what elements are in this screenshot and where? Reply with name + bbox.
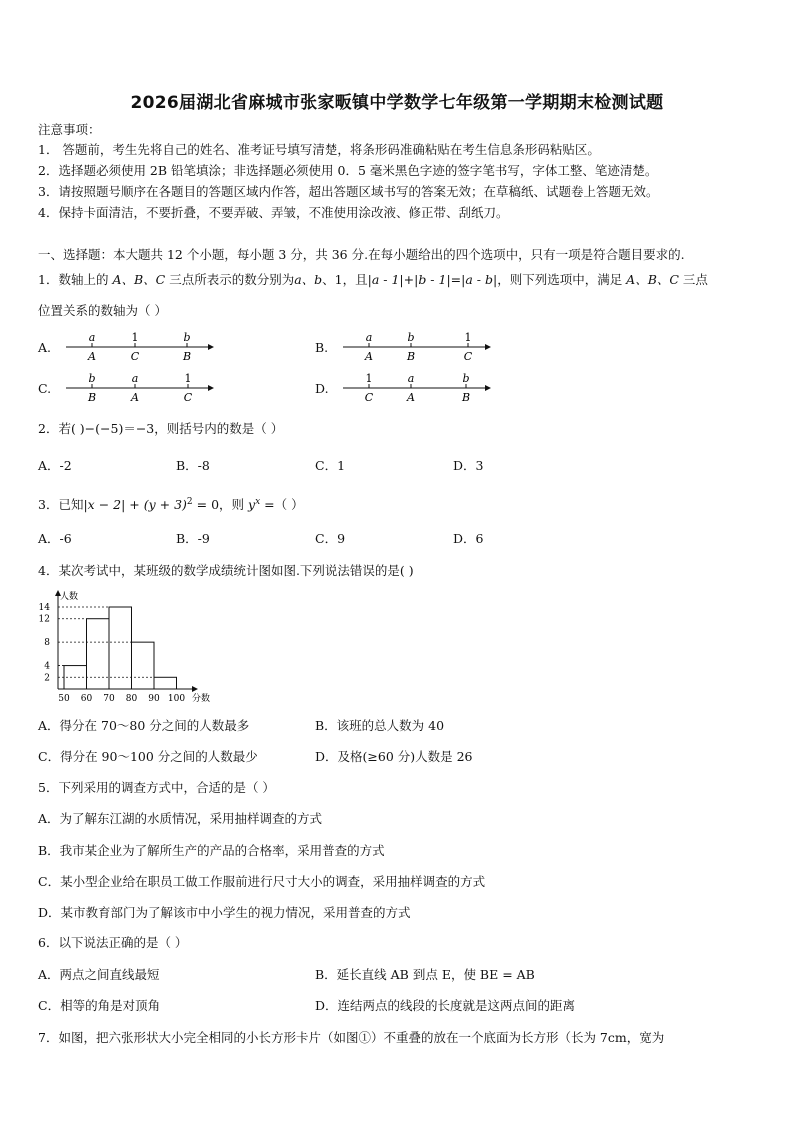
notice-item-3: 3．请按照题号顺序在各题目的答题区域内作答，超出答题区域书写的答案无效；在草稿纸、试题卷上答题无效。 [38, 184, 659, 199]
q1-option-d-label: D. [315, 381, 329, 396]
q2-option-a: A．-2 [38, 458, 72, 473]
q3-option-a: A．-6 [38, 531, 72, 546]
q3-option-b: B．-9 [176, 531, 210, 546]
x-axis-label: 分数 [192, 694, 211, 704]
q1-option-c-label: C. [38, 381, 52, 396]
exam-title: 2026届湖北省麻城市张家畈镇中学数学七年级第一学期期末检测试题 [130, 93, 664, 113]
q1c-label-a: a [131, 372, 139, 385]
y-axis-label: 人数 [60, 592, 79, 602]
notice-item-2: 2．选择题必须使用 2B 铅笔填涂；非选择题必须使用 0．5 毫米黑色字迹的签字笔书写，字体工整、笔迹清楚。 [38, 163, 658, 178]
question-2-stem: 2．若( )−(−5)＝−3，则括号内的数是（ ） [38, 421, 284, 436]
notice-item-1: 1． 答题前，考生先将自己的姓名、准考证号填写清楚，将条形码准确粘贴在考生信息条形码粘贴区。 [38, 142, 600, 157]
histogram-bar-70-80 [109, 607, 132, 689]
q1-option-a-numberline [60, 328, 220, 364]
x-tick-70: 70 [103, 694, 115, 704]
y-tick-2: 2 [44, 673, 50, 684]
q1c-point-c: C [183, 391, 193, 404]
q4-option-b: B．该班的总人数为 40 [315, 718, 445, 733]
question-1-stem-line2: 位置关系的数轴为（ ） [38, 303, 167, 318]
x-tick-90: 90 [148, 694, 160, 704]
q3-option-c: C．9 [315, 531, 346, 546]
q1-option-b-label: B. [315, 340, 329, 355]
q1b-point-a: A [365, 350, 373, 363]
question-4-stem: 4．某次考试中，某班级的数学成绩统计图如图.下列说法错误的是( ) [38, 563, 414, 578]
q1a-label-1: 1 [131, 331, 139, 344]
question-3-stem: 3．已知$|x - 2| + (y + 3)^2 = 0$，则 $y^x$ =（ ） [38, 497, 304, 513]
q4-option-d: D．及格(≥60 分)人数是 26 [315, 749, 473, 764]
q5-option-c: C．某小型企业给在职员工做工作服前进行尺寸大小的调查，采用抽样调查的方式 [38, 874, 486, 889]
q1b-point-c: C [463, 350, 473, 363]
q1c-label-1: 1 [184, 372, 192, 385]
q1c-point-b: B [87, 391, 97, 404]
q1c-point-a: A [131, 391, 139, 404]
q4-option-a: A．得分在 70～80 分之间的人数最多 [38, 718, 250, 733]
q6-option-d: D．连结两点的线段的长度就是这两点间的距离 [315, 998, 576, 1013]
x-tick-60: 60 [80, 694, 93, 704]
x-tick-100: 100 [167, 694, 186, 704]
notice-item-4: 4．保持卡面清洁，不要折叠，不要弄破、弄皱，不准使用涂改液、修正带、刮纸刀。 [38, 205, 509, 220]
histogram-bar-90-100 [154, 677, 177, 689]
y-tick-4: 4 [44, 661, 50, 672]
notice-heading: 注意事项： [38, 122, 101, 137]
q1c-label-b: b [88, 372, 96, 385]
q1d-point-c: C [364, 391, 374, 404]
q1a-point-c: C [130, 350, 140, 363]
q1-option-b-numberline [337, 328, 497, 364]
q6-option-c: C．相等的角是对顶角 [38, 998, 161, 1013]
y-tick-12: 12 [38, 614, 50, 625]
question-7-stem: 7．如图，把六张形状大小完全相同的小长方形卡片（如图①）不重叠的放在一个底面为长方形（长为 7cm，宽为 [38, 1030, 665, 1045]
question-5-stem: 5．下列采用的调查方式中，合适的是（ ） [38, 780, 275, 795]
x-tick-50: 50 [58, 694, 70, 704]
q1d-label-b: b [462, 372, 470, 385]
q2-option-c: C．1 [315, 458, 346, 473]
histogram-bar-80-90 [132, 642, 155, 689]
x-tick-80: 80 [125, 694, 138, 704]
question-6-stem: 6．以下说法正确的是（ ） [38, 935, 188, 950]
q1-option-c-numberline [60, 369, 220, 405]
q5-option-a: A．为了解东江湖的水质情况，采用抽样调查的方式 [38, 811, 323, 826]
q1d-point-b: B [461, 391, 471, 404]
y-tick-14: 14 [38, 603, 50, 613]
question-1-stem: 1．数轴上的 A、B、C 三点所表示的数分别为a、b、1，且|a - 1|+|b - 1|=|a - b|，则下列选项中，满足 A、B、C 三点 [38, 272, 708, 287]
q5-option-b: B．我市某企业为了解所生产的产品的合格率，采用普查的方式 [38, 843, 385, 858]
q1b-label-b: b [407, 331, 415, 344]
q4-option-c: C．得分在 90～100 分之间的人数最少 [38, 749, 258, 764]
q1d-point-a: A [407, 391, 415, 404]
histogram-bar-60-70 [87, 619, 110, 689]
q5-option-d: D．某市教育部门为了解该市中小学生的视力情况，采用普查的方式 [38, 905, 411, 920]
q1a-point-a: A [88, 350, 96, 363]
y-tick-8: 8 [44, 638, 50, 649]
q1b-point-b: B [406, 350, 416, 363]
section-heading: 一、选择题：本大题共 12 个小题，每小题 3 分，共 36 分.在每小题给出的四个选项中，只有一项是符合题目要求的. [38, 247, 685, 262]
q3-option-d: D．6 [453, 531, 484, 546]
q1-option-d-numberline [337, 369, 497, 405]
q6-option-a: A．两点之间直线最短 [38, 967, 160, 982]
q1b-label-1: 1 [464, 331, 472, 344]
q6-option-b: B．延长直线 AB 到点 E，使 BE = AB [315, 967, 535, 982]
q1d-label-a: a [407, 372, 415, 385]
q1a-label-a: a [88, 331, 96, 344]
score-histogram [34, 588, 224, 706]
q1a-label-b: b [183, 331, 191, 344]
q1d-label-1: 1 [365, 372, 373, 385]
q1b-label-a: a [365, 331, 373, 344]
q2-option-b: B．-8 [176, 458, 210, 473]
q2-option-d: D．3 [453, 458, 484, 473]
q1-option-a-label: A. [38, 340, 52, 355]
q1a-point-b: B [182, 350, 192, 363]
